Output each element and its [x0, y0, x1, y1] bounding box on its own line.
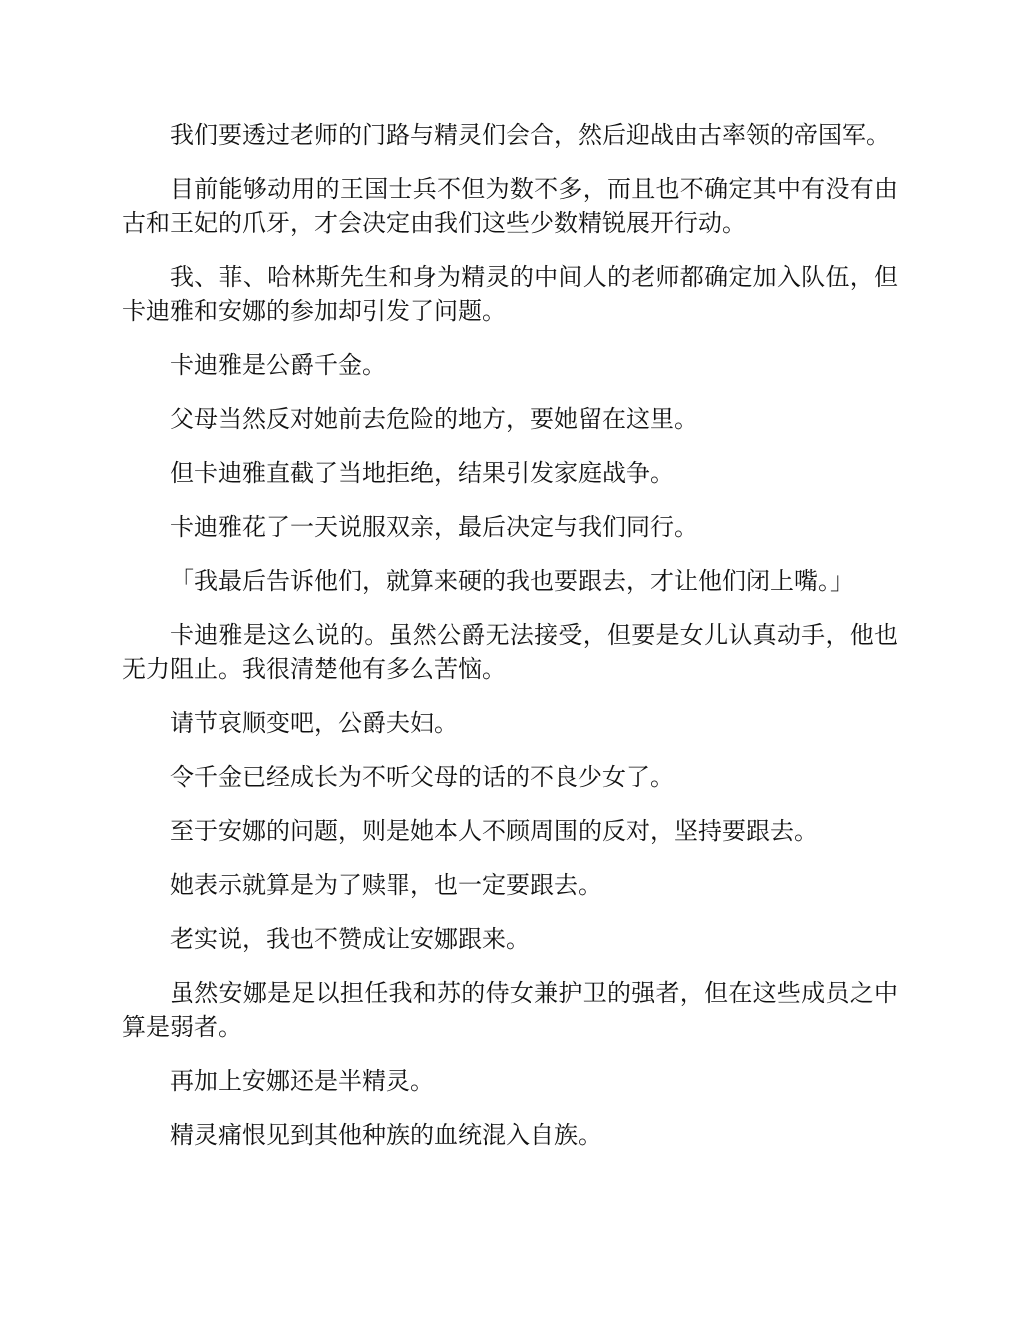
paragraph: 我们要透过老师的门路与精灵们会合，然后迎战由古率领的帝国军。: [170, 121, 890, 149]
paragraph: 令千金已经成长为不听父母的话的不良少女了。: [170, 763, 674, 791]
paragraph: 她表示就算是为了赎罪，也一定要跟去。: [170, 871, 602, 899]
paragraph: 卡迪雅是这么说的。虽然公爵无法接受，但要是女儿认真动手，他也无力阻止。我很清楚他有多么苦恼。: [122, 621, 898, 683]
paragraph: 但卡迪雅直截了当地拒绝，结果引发家庭战争。: [170, 459, 674, 487]
paragraph: 我、菲、哈林斯先生和身为精灵的中间人的老师都确定加入队伍，但卡迪雅和安娜的参加却引发了问题。: [122, 263, 898, 325]
paragraph: 请节哀顺变吧，公爵夫妇。: [170, 709, 458, 737]
paragraph: 卡迪雅花了一天说服双亲，最后决定与我们同行。: [170, 513, 698, 541]
paragraph: 至于安娜的问题，则是她本人不顾周围的反对，坚持要跟去。: [170, 817, 818, 845]
paragraph: 虽然安娜是足以担任我和苏的侍女兼护卫的强者，但在这些成员之中算是弱者。: [122, 979, 898, 1041]
paragraph: 卡迪雅是公爵千金。: [170, 351, 386, 379]
paragraph: 再加上安娜还是半精灵。: [170, 1067, 434, 1095]
paragraph: 精灵痛恨见到其他种族的血统混入自族。: [170, 1121, 602, 1149]
paragraph: 目前能够动用的王国士兵不但为数不多，而且也不确定其中有没有由古和王妃的爪牙，才会决定由我们这些少数精锐展开行动。: [122, 175, 898, 237]
document-body: [122, 118, 898, 1172]
paragraph: 老实说，我也不赞成让安娜跟来。: [170, 925, 530, 953]
paragraph: 父母当然反对她前去危险的地方，要她留在这里。: [170, 405, 698, 433]
paragraph-quote: 「我最后告诉他们，就算来硬的我也要跟去，才让他们闭上嘴。」: [170, 567, 854, 595]
